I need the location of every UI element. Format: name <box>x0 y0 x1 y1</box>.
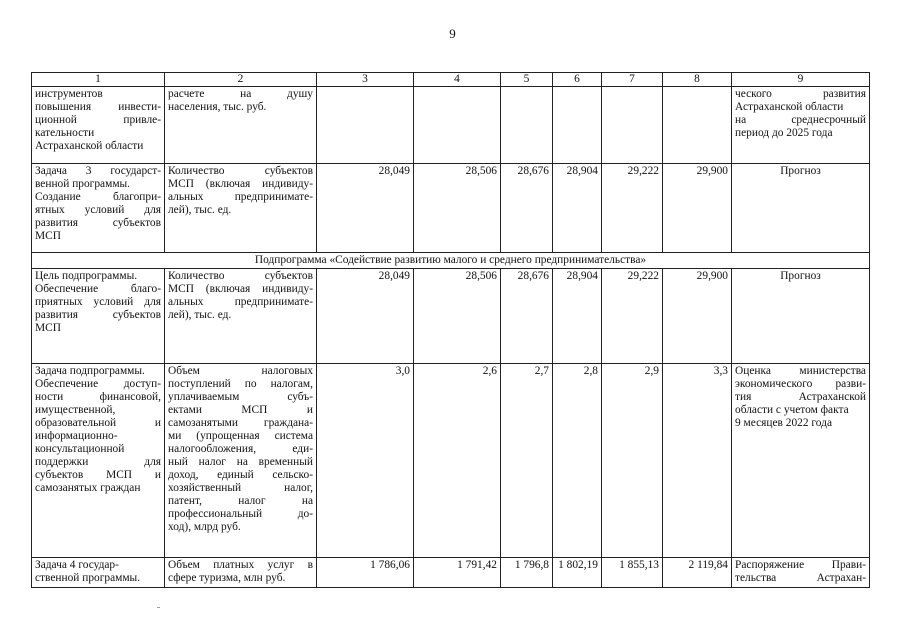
value-cell: 2,8 <box>553 364 602 558</box>
cell-line: на среднесрочный <box>735 114 866 126</box>
value-cell: 1 796,8 <box>501 558 553 588</box>
value-cell: 1 855,13 <box>602 558 663 588</box>
cell-line: лей), тыс. ед. <box>168 309 232 321</box>
value-cell <box>501 87 553 164</box>
value-cell: 2,6 <box>414 364 501 558</box>
cell-line: самозанятых граждан <box>35 482 141 494</box>
value-cell: 28,506 <box>414 269 501 364</box>
cell-line: сфере туризма, млн руб. <box>168 572 286 584</box>
value-cell <box>602 87 663 164</box>
cell-line: Создание благопри- <box>35 191 161 203</box>
cell-line: Астраханской области <box>735 101 844 113</box>
cell-line: Объем платных услуг в <box>168 559 313 571</box>
cell-line: инструментов <box>35 88 103 100</box>
column-number: 7 <box>602 73 663 87</box>
cell-line: альных предпринимате- <box>168 191 313 203</box>
cell-line: Астраханской области <box>35 140 144 152</box>
cell-line: ход), млрд руб. <box>168 521 241 533</box>
indicator-cell <box>165 364 317 558</box>
column-number: 3 <box>317 73 414 87</box>
table-row <box>32 269 870 364</box>
cell-line: МСП (включая индивиду- <box>168 283 313 295</box>
subprogram-heading: Подпрограмма «Содействие развитию малого и среднего предпринимательства» <box>32 253 870 269</box>
cell-line: уплачиваемым субъ- <box>168 391 313 403</box>
value-cell: 1 791,42 <box>414 558 501 588</box>
indicator-cell <box>165 87 317 164</box>
value-cell: 3,0 <box>317 364 414 558</box>
table-row <box>32 87 870 164</box>
cell-line: патент, налог на <box>168 495 313 507</box>
page-number: 9 <box>449 26 456 41</box>
value-cell: 28,676 <box>501 269 553 364</box>
source-cell <box>732 269 870 364</box>
cell-line: Задача 4 государ- <box>35 559 119 571</box>
value-cell: 29,222 <box>602 269 663 364</box>
cell-line: тия Астраханской <box>735 391 866 403</box>
cell-line: Количество субъектов <box>168 270 313 282</box>
column-number: 2 <box>165 73 317 87</box>
source-cell <box>732 364 870 558</box>
cell-line: венной программы. <box>35 178 131 190</box>
cell-line: субъектов МСП и <box>35 469 161 481</box>
value-cell: 2 119,84 <box>663 558 732 588</box>
cell-line: имущественной, <box>35 404 116 416</box>
value-cell: 28,049 <box>317 164 414 253</box>
goal-cell <box>32 364 165 558</box>
cell-line: МСП <box>35 230 61 242</box>
cell-line: Прогноз <box>780 270 821 282</box>
cell-line: Обеспечение доступ- <box>35 378 161 390</box>
cell-line: Количество субъектов <box>168 165 313 177</box>
column-number: 5 <box>501 73 553 87</box>
value-cell: 1 802,19 <box>553 558 602 588</box>
cell-line: МСП (включая индивиду- <box>168 178 313 190</box>
cell-line: населения, тыс. руб. <box>168 101 267 113</box>
source-cell <box>732 87 870 164</box>
cell-line: ционной привле- <box>35 114 161 126</box>
column-number: 8 <box>663 73 732 87</box>
cell-line: 9 месяцев 2022 года <box>735 417 832 429</box>
cell-line: ектами МСП и <box>168 404 313 416</box>
indicator-cell <box>165 164 317 253</box>
cell-line: ческого развития <box>735 88 866 100</box>
value-cell <box>317 87 414 164</box>
value-cell: 28,049 <box>317 269 414 364</box>
cell-line: области с учетом факта <box>735 404 849 416</box>
column-number: 9 <box>732 73 870 87</box>
goal-cell <box>32 87 165 164</box>
value-cell: 2,9 <box>602 364 663 558</box>
cell-line: ственной программы. <box>35 572 141 584</box>
value-cell: 28,676 <box>501 164 553 253</box>
cell-line: Задача 3 государст- <box>35 165 161 177</box>
value-cell: 28,506 <box>414 164 501 253</box>
goal-cell <box>32 269 165 364</box>
cell-line: налогообложения, еди- <box>168 443 313 455</box>
cell-line: развития субъектов <box>35 309 161 321</box>
cell-line: доход, единый сельско- <box>168 469 313 481</box>
indicators-table <box>31 72 870 588</box>
cell-line: информационно- <box>35 430 118 442</box>
table-row <box>32 164 870 253</box>
cell-line: период до 2025 года <box>735 127 833 139</box>
cell-line: тельства Астрахан- <box>735 572 866 584</box>
cell-line: расчете на душу <box>168 88 313 100</box>
cell-line: ми (упрощенная система <box>168 430 313 442</box>
cell-line: Цель подпрограммы. <box>35 270 138 282</box>
cell-line: приятных условий для <box>35 296 161 308</box>
source-cell <box>732 558 870 588</box>
cell-line: Обеспечение благо- <box>35 283 161 295</box>
value-cell: 2,7 <box>501 364 553 558</box>
indicator-cell <box>165 558 317 588</box>
value-cell: 28,904 <box>553 269 602 364</box>
cell-line: самозанятыми граждана- <box>168 417 313 429</box>
cell-line: МСП <box>35 322 61 334</box>
cell-line: поступлений по налогам, <box>168 378 313 390</box>
cell-line: Распоряжение Прави- <box>735 559 866 571</box>
cell-line: поддержки для <box>35 456 161 468</box>
cell-line: ности финансовой, <box>35 391 161 403</box>
indicator-cell <box>165 269 317 364</box>
value-cell: 29,222 <box>602 164 663 253</box>
cell-line: ятных условий для <box>35 204 161 216</box>
cell-line: лей), тыс. ед. <box>168 204 232 216</box>
cell-line: Прогноз <box>780 165 821 177</box>
value-cell: 28,904 <box>553 164 602 253</box>
cell-line: ный налог на временный <box>168 456 313 468</box>
table-row <box>32 558 870 588</box>
value-cell <box>663 87 732 164</box>
value-cell: 1 786,06 <box>317 558 414 588</box>
cell-line: хозяйственный налог, <box>168 482 313 494</box>
source-cell <box>732 164 870 253</box>
cell-line: Задача подпрограммы. <box>35 365 145 377</box>
cell-line: Оценка министерства <box>735 365 866 377</box>
cell-line: профессиональный до- <box>168 508 313 520</box>
cell-line: альных предпринимате- <box>168 296 313 308</box>
cell-line: Объем налоговых <box>168 365 313 377</box>
column-number-row <box>32 73 870 87</box>
cell-line: образовательной и <box>35 417 161 429</box>
value-cell: 3,3 <box>663 364 732 558</box>
scan-speck <box>157 607 160 608</box>
cell-line: консультационной <box>35 443 125 455</box>
column-number: 1 <box>32 73 165 87</box>
cell-line: повышения инвести- <box>35 101 161 113</box>
subprogram-row <box>32 253 870 269</box>
column-number: 6 <box>553 73 602 87</box>
value-cell <box>414 87 501 164</box>
table-row <box>32 364 870 558</box>
column-number: 4 <box>414 73 501 87</box>
goal-cell <box>32 558 165 588</box>
cell-line: кательности <box>35 127 95 139</box>
cell-line: развития субъектов <box>35 217 161 229</box>
value-cell: 29,900 <box>663 269 732 364</box>
goal-cell <box>32 164 165 253</box>
cell-line: экономического разви- <box>735 378 866 390</box>
value-cell: 29,900 <box>663 164 732 253</box>
value-cell <box>553 87 602 164</box>
